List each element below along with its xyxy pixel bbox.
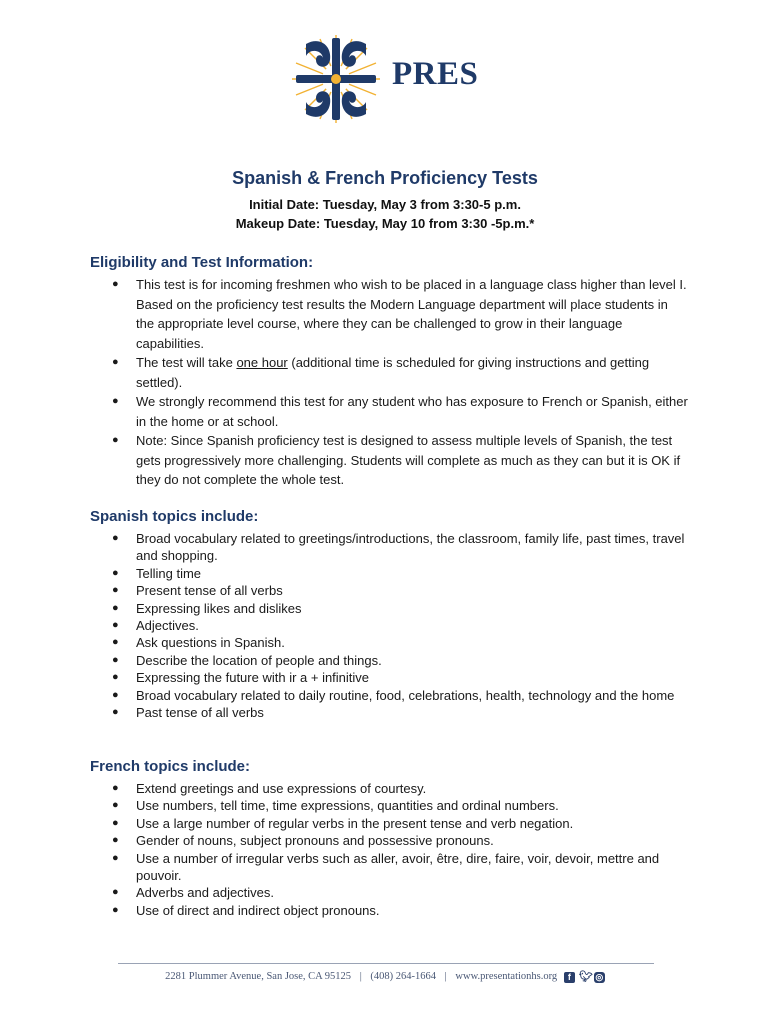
twitter-icon[interactable]: 🐦︎ <box>578 971 593 983</box>
list-item: ● Expressing likes and dislikes <box>112 600 302 616</box>
footer-divider <box>118 963 654 964</box>
bullet-icon: ● <box>112 799 119 812</box>
page-title: Spanish & French Proficiency Tests <box>232 168 538 188</box>
list-item: ● Expressing the future with ir a + infinitive <box>112 670 370 686</box>
bullet-icon: ● <box>112 566 119 579</box>
list-item: ● Telling time <box>112 565 202 581</box>
spanish-heading: Spanish topics include: <box>90 508 259 525</box>
footer <box>0 971 770 983</box>
spanish-topics-list <box>108 530 688 721</box>
list-item: ● Adjectives. <box>112 618 199 634</box>
eligibility-list <box>108 275 688 490</box>
list-item: ● Note: Since Spanish proficiency test is designed to assess multiple levels of Spanish, the test gets progressively more challenging. Students will complete as much as they can but it is OK if they do not complete the whole test. <box>112 433 681 487</box>
french-topics-list <box>108 780 688 919</box>
eligibility-heading: Eligibility and Test Information: <box>90 254 314 271</box>
list-item: ● Broad vocabulary related to greetings/introductions, the classroom, family life, past times, travel and shopping. <box>112 531 685 564</box>
underlined-duration: one hour <box>236 355 288 370</box>
makeup-date: Makeup Date: Tuesday, May 10 from 3:30 -5p.m.* <box>235 216 535 231</box>
bullet-icon: ● <box>112 636 119 649</box>
initial-date: Initial Date: Tuesday, May 3 from 3:30-5 p.m. <box>249 197 521 212</box>
french-heading: French topics include: <box>90 758 251 775</box>
bullet-icon: ● <box>112 395 119 407</box>
list-item: ● We strongly recommend this test for any student who has exposure to French or Spanish, either in the home or at school. <box>112 394 688 429</box>
bullet-icon: ● <box>112 653 119 666</box>
bullet-icon: ● <box>112 851 119 864</box>
bullet-icon: ● <box>112 671 119 684</box>
bullet-icon: ● <box>112 782 119 794</box>
bullet-icon: ● <box>112 356 119 368</box>
list-item: ● Describe the location of people and things. <box>112 652 382 668</box>
list-item: ● Use a large number of regular verbs in the present tense and verb negation. <box>112 815 574 831</box>
bullet-icon: ● <box>112 278 119 290</box>
bullet-icon: ● <box>112 903 119 916</box>
bullet-icon: ● <box>112 706 119 719</box>
list-item: ● Past tense of all verbs <box>112 705 264 721</box>
list-item: ● Use a number of irregular verbs such as aller, avoir, être, dire, faire, voir, devoir, mettre and pouvoir. <box>112 850 660 884</box>
list-item: ● Ask questions in Spanish. <box>112 635 285 651</box>
footer-website-link[interactable]: www.presentationhs.org <box>455 971 558 982</box>
list-item: ● Broad vocabulary related to daily routine, food, celebrations, health, technology and the home <box>112 687 675 703</box>
bullet-icon: ● <box>112 886 119 899</box>
list-item: ● Use of direct and indirect object pronouns. <box>112 902 380 918</box>
list-item: ● Gender of nouns, subject pronouns and possessive pronouns. <box>112 833 494 849</box>
bullet-icon: ● <box>112 601 119 614</box>
bullet-icon: ● <box>112 816 119 829</box>
bullet-icon: ● <box>112 619 119 632</box>
footer-separator: | <box>359 971 362 982</box>
logo-wordmark: PRES <box>392 56 479 92</box>
facebook-icon[interactable]: f <box>564 972 575 983</box>
list-item: ● Adverbs and adjectives. <box>112 885 275 901</box>
footer-phone: (408) 264-1664 <box>370 971 437 982</box>
bullet-icon: ● <box>112 688 119 701</box>
footer-address: 2281 Plummer Avenue, San Jose, CA 95125 <box>165 971 352 982</box>
footer-separator: | <box>444 971 447 982</box>
bullet-icon: ● <box>112 834 119 847</box>
list-item: ● This test is for incoming freshmen who wish to be placed in a language class higher than level I. Based on the proficiency test results the Modern Language department will place students in the appropriate level course, where they can be challenged to grow in their language capabilities. <box>112 277 687 351</box>
bullet-icon: ● <box>112 532 119 544</box>
list-item: ● Present tense of all verbs <box>112 583 283 599</box>
bullet-icon: ● <box>112 584 119 597</box>
list-item: ● The test will take one hour (additional time is scheduled for giving instructions and getting settled). <box>112 355 650 390</box>
list-item: ● Extend greetings and use expressions of courtesy. <box>112 781 427 796</box>
instagram-icon[interactable]: ◎ <box>595 972 604 982</box>
list-item: ● Use numbers, tell time, time expressions, quantities and ordinal numbers. <box>112 798 559 814</box>
bullet-icon: ● <box>112 434 119 446</box>
